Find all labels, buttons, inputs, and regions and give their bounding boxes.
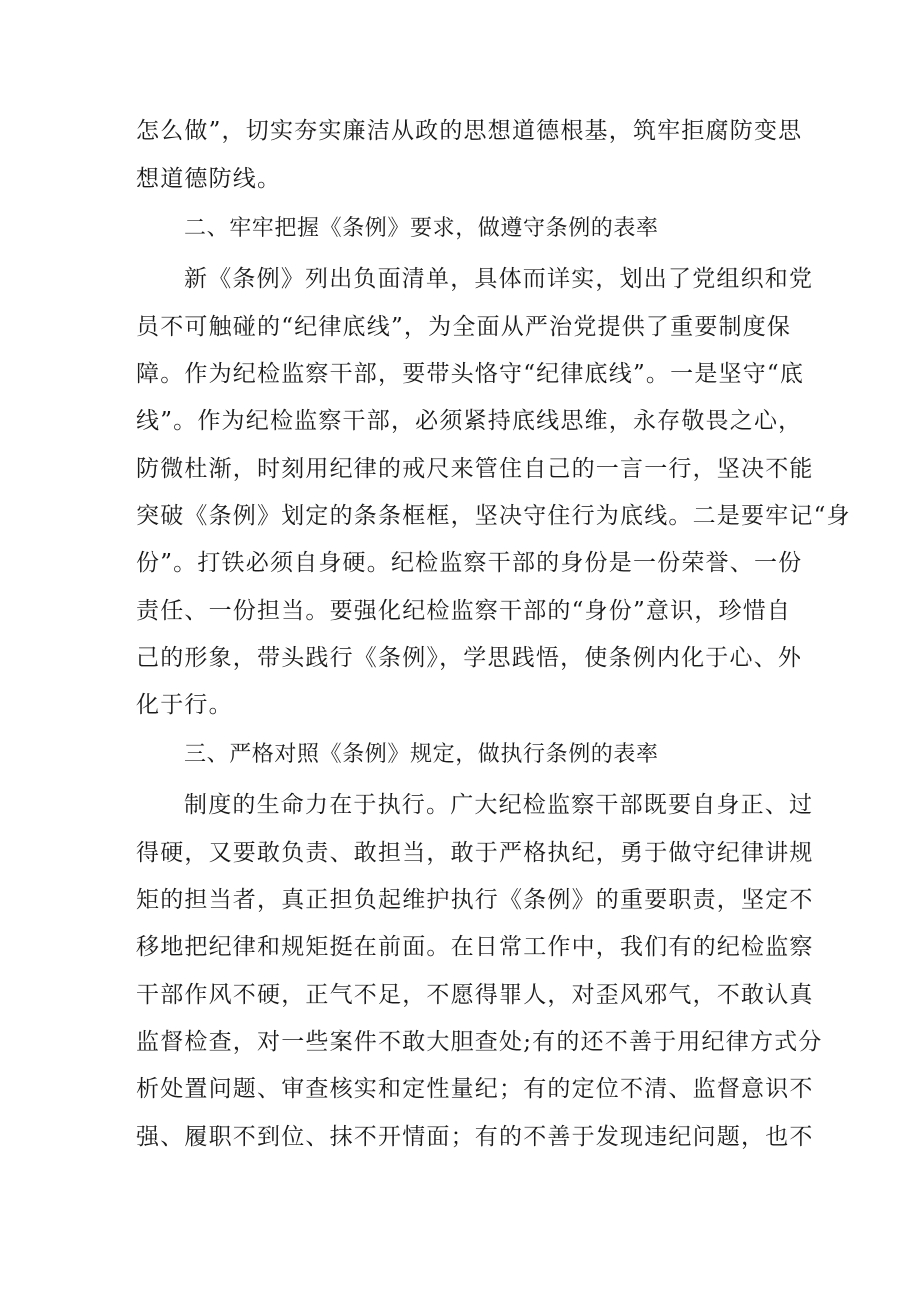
paragraph-line: 干部作风不硬，正气不足，不愿得罪人，对歪风邪气，不敢认真 xyxy=(136,982,814,1008)
section-heading-3: 三、严格对照《条例》规定，做执行条例的表率 xyxy=(184,742,659,767)
paragraph-line: 监督检查，对一些案件不敢大胆查处;有的还不善于用纪律方式分 xyxy=(136,1029,823,1055)
paragraph-line: 矩的担当者，真正担负起维护执行《条例》的重要职责，坚定不 xyxy=(136,887,814,913)
paragraph-line: 强、履职不到位、抹不开情面；有的不善于发现违纪问题，也不 xyxy=(136,1124,814,1150)
paragraph-line: 责任、一份担当。要强化纪检监察干部的“身份”意识，珍惜自 xyxy=(136,598,792,624)
paragraph-line: 制度的生命力在于执行。广大纪检监察干部既要自身正、过 xyxy=(184,792,814,818)
paragraph-line: 化于行。 xyxy=(136,692,233,718)
paragraph-line: 己的形象，带头践行《条例》，学思践悟，使条例内化于心、外 xyxy=(136,645,803,671)
paragraph-line: 析处置问题、审查核实和定性量纪；有的定位不清、监督意识不 xyxy=(136,1076,814,1102)
paragraph-line: 怎么做”，切实夯实廉洁从政的思想道德根基，筑牢拒腐防变思 xyxy=(136,118,803,144)
paragraph-line: 突破《条例》划定的条条框框，坚决守住行为底线。二是要牢记“身 xyxy=(136,503,851,529)
paragraph-line: 线”。作为纪检监察干部，必须紧持底线思维，永存敬畏之心， xyxy=(136,408,803,434)
paragraph-line: 想道德防线。 xyxy=(136,166,282,192)
paragraph-line: 障。作为纪检监察干部，要带头恪守“纪律底线”。一是坚守“底 xyxy=(136,361,805,387)
section-heading-2: 二、牢牢把握《条例》要求，做遵守条例的表率 xyxy=(184,216,659,241)
paragraph-line: 份”。打铁必须自身硬。纪检监察干部的身份是一份荣誉、一份 xyxy=(136,550,803,576)
paragraph-line: 新《条例》列出负面清单，具体而详实，划出了党组织和党 xyxy=(184,266,814,292)
paragraph-line: 移地把纪律和规矩挺在前面。在日常工作中，我们有的纪检监察 xyxy=(136,934,814,960)
paragraph-line: 员不可触碰的“纪律底线”，为全面从严治党提供了重要制度保 xyxy=(136,314,792,340)
paragraph-line: 防微杜渐，时刻用纪律的戒尺来管住自己的一言一行，坚决不能 xyxy=(136,456,814,482)
paragraph-line: 得硬，又要敢负责、敢担当，敢于严格执纪，勇于做守纪律讲规 xyxy=(136,840,814,866)
